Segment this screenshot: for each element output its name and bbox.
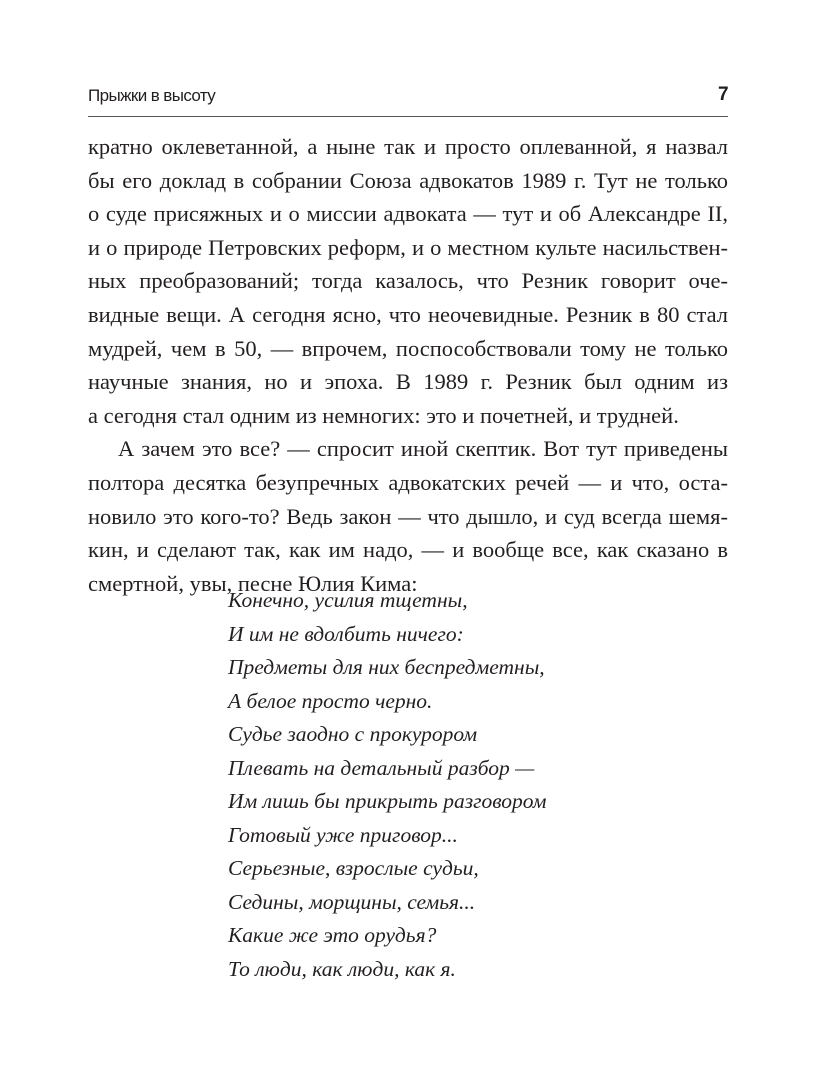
page-number: 7 bbox=[718, 84, 728, 105]
text-line: а сегодня стал одним из немногих: это и почетней, и трудней. bbox=[88, 402, 679, 428]
text-line: новило это кого-то? Ведь закон — что дышло, и суд всегда шемя- bbox=[88, 503, 728, 529]
poem-line: Какие же это орудья? bbox=[228, 923, 437, 947]
poem-quote bbox=[228, 584, 546, 986]
text-line: научные знания, но и эпоха. В 1989 г. Резник был одним из bbox=[88, 369, 728, 395]
text-line: видные вещи. А сегодня ясно, что неочевидные. Резник в 80 стал bbox=[88, 301, 728, 327]
text-line: кратно оклеветанной, а ныне так и просто оплеванной, я назвал bbox=[88, 134, 728, 159]
poem-line: Предметы для них беспредметны, bbox=[228, 655, 545, 679]
text-line: смертной, увы, песне Юлия Кима: bbox=[88, 570, 418, 596]
running-title: Прыжки в высоту bbox=[88, 86, 216, 105]
poem-line: И им не вдолбить ничего: bbox=[228, 621, 464, 646]
text-line: и о природе Петровских реформ, и о местном культе насильствен- bbox=[88, 234, 728, 260]
running-header bbox=[88, 82, 728, 117]
text-line: полтора десятка безупречных адвокатских речей — и что, оста- bbox=[88, 469, 728, 495]
poem-line: Им лишь бы прикрыть разговором bbox=[228, 789, 547, 813]
poem-line: Готовый уже приговор... bbox=[228, 822, 458, 847]
text-line: бы его доклад в собрании Союза адвокатов 1989 г. Тут не только bbox=[88, 167, 728, 193]
poem-line: Серьезные, взрослые судьи, bbox=[228, 856, 479, 880]
poem-line: А белое просто черно. bbox=[228, 688, 433, 713]
poem-line: Конечно, усилия тщетны, bbox=[228, 588, 468, 612]
poem-line: Седины, морщины, семья... bbox=[228, 889, 476, 914]
poem-line: Плевать на детальный разбор — bbox=[228, 755, 535, 780]
text-line: о суде присяжных и о миссии адвоката — тут и об Александре II, bbox=[88, 201, 728, 227]
text-line: мудрей, чем в 50, — впрочем, поспособствовали тому не только bbox=[88, 335, 728, 361]
text-line: ных преобразований; тогда казалось, что Резник говорит оче- bbox=[88, 268, 728, 294]
body-text bbox=[88, 130, 728, 600]
paragraph-2 bbox=[88, 432, 728, 600]
poem-line: Судье заодно с прокурором bbox=[228, 722, 478, 746]
text-line: кин, и сделают так, как им надо, — и вообще все, как сказано в bbox=[88, 537, 728, 563]
poem-line: То люди, как люди, как я. bbox=[228, 956, 456, 981]
paragraph-1 bbox=[88, 130, 728, 432]
text-line: А зачем это все? — спросит иной скептик. Вот тут приведены bbox=[118, 436, 728, 462]
